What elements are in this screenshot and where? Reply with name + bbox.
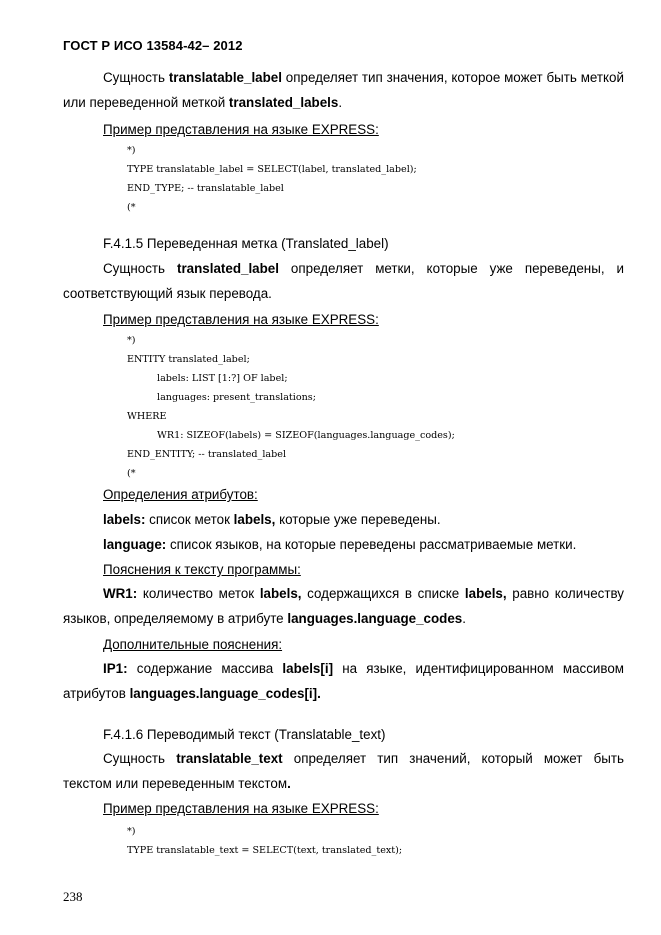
rule-wr1: WR1: количество меток labels, содержащихся в списке labels, равно количеству языков, определяемому в атрибуте languages.language_codes. bbox=[63, 586, 624, 626]
code-line: TYPE translatable_text = SELECT(text, translated_text); bbox=[127, 845, 403, 856]
code-line: languages: present_translations; bbox=[157, 392, 316, 403]
rule-ip1: IP1: содержание массива labels[i] на языке, идентифицированном массивом атрибутов languages.language_codes[i]. bbox=[63, 661, 624, 701]
extra-notes-heading: Дополнительные пояснения: bbox=[103, 637, 283, 652]
code-line: END_TYPE; -- translatable_label bbox=[127, 183, 284, 194]
paragraph-translatable-text: Сущность translatable_text определяет тип значений, который может быть текстом или переведенным текстом. bbox=[63, 751, 624, 791]
section-heading-f415: F.4.1.5 Переведенная метка (Translated_label) bbox=[103, 236, 389, 251]
paragraph-translatable-label: Сущность translatable_label определяет тип значения, которое может быть меткой или переведенной меткой translated_labels. bbox=[63, 70, 624, 110]
code-line: WHERE bbox=[127, 411, 167, 422]
attributes-heading: Определения атрибутов: bbox=[103, 487, 258, 502]
document-header: ГОСТ Р ИСО 13584-42– 2012 bbox=[63, 38, 243, 53]
code-line: WR1: SIZEOF(labels) = SIZEOF(languages.language_codes); bbox=[157, 430, 455, 441]
code-line: labels: LIST [1:?] OF label; bbox=[157, 373, 288, 384]
attribute-labels: labels: список меток labels, которые уже переведены. bbox=[103, 512, 441, 527]
paragraph-translated-label: Сущность translated_label определяет метки, которые уже переведены, и соответствующий язык перевода. bbox=[63, 261, 624, 301]
code-line: (* bbox=[127, 468, 136, 479]
code-line: (* bbox=[127, 202, 136, 213]
program-notes-heading: Пояснения к тексту программы: bbox=[103, 562, 301, 577]
code-line: *) bbox=[127, 826, 136, 837]
code-line: TYPE translatable_label = SELECT(label, translated_label); bbox=[127, 164, 417, 175]
example-heading-2: Пример представления на языке EXPRESS: bbox=[103, 312, 379, 327]
code-line: END_ENTITY; -- translated_label bbox=[127, 449, 287, 460]
code-line: *) bbox=[127, 335, 136, 346]
code-line: *) bbox=[127, 145, 136, 156]
example-heading-1: Пример представления на языке EXPRESS: bbox=[103, 122, 379, 137]
example-heading-3: Пример представления на языке EXPRESS: bbox=[103, 801, 379, 816]
section-heading-f416: F.4.1.6 Переводимый текст (Translatable_text) bbox=[103, 727, 386, 742]
attribute-language: language: список языков, на которые переведены рассматриваемые метки. bbox=[103, 537, 577, 552]
code-line: ENTITY translated_label; bbox=[127, 354, 250, 365]
page-number: 238 bbox=[63, 889, 83, 904]
